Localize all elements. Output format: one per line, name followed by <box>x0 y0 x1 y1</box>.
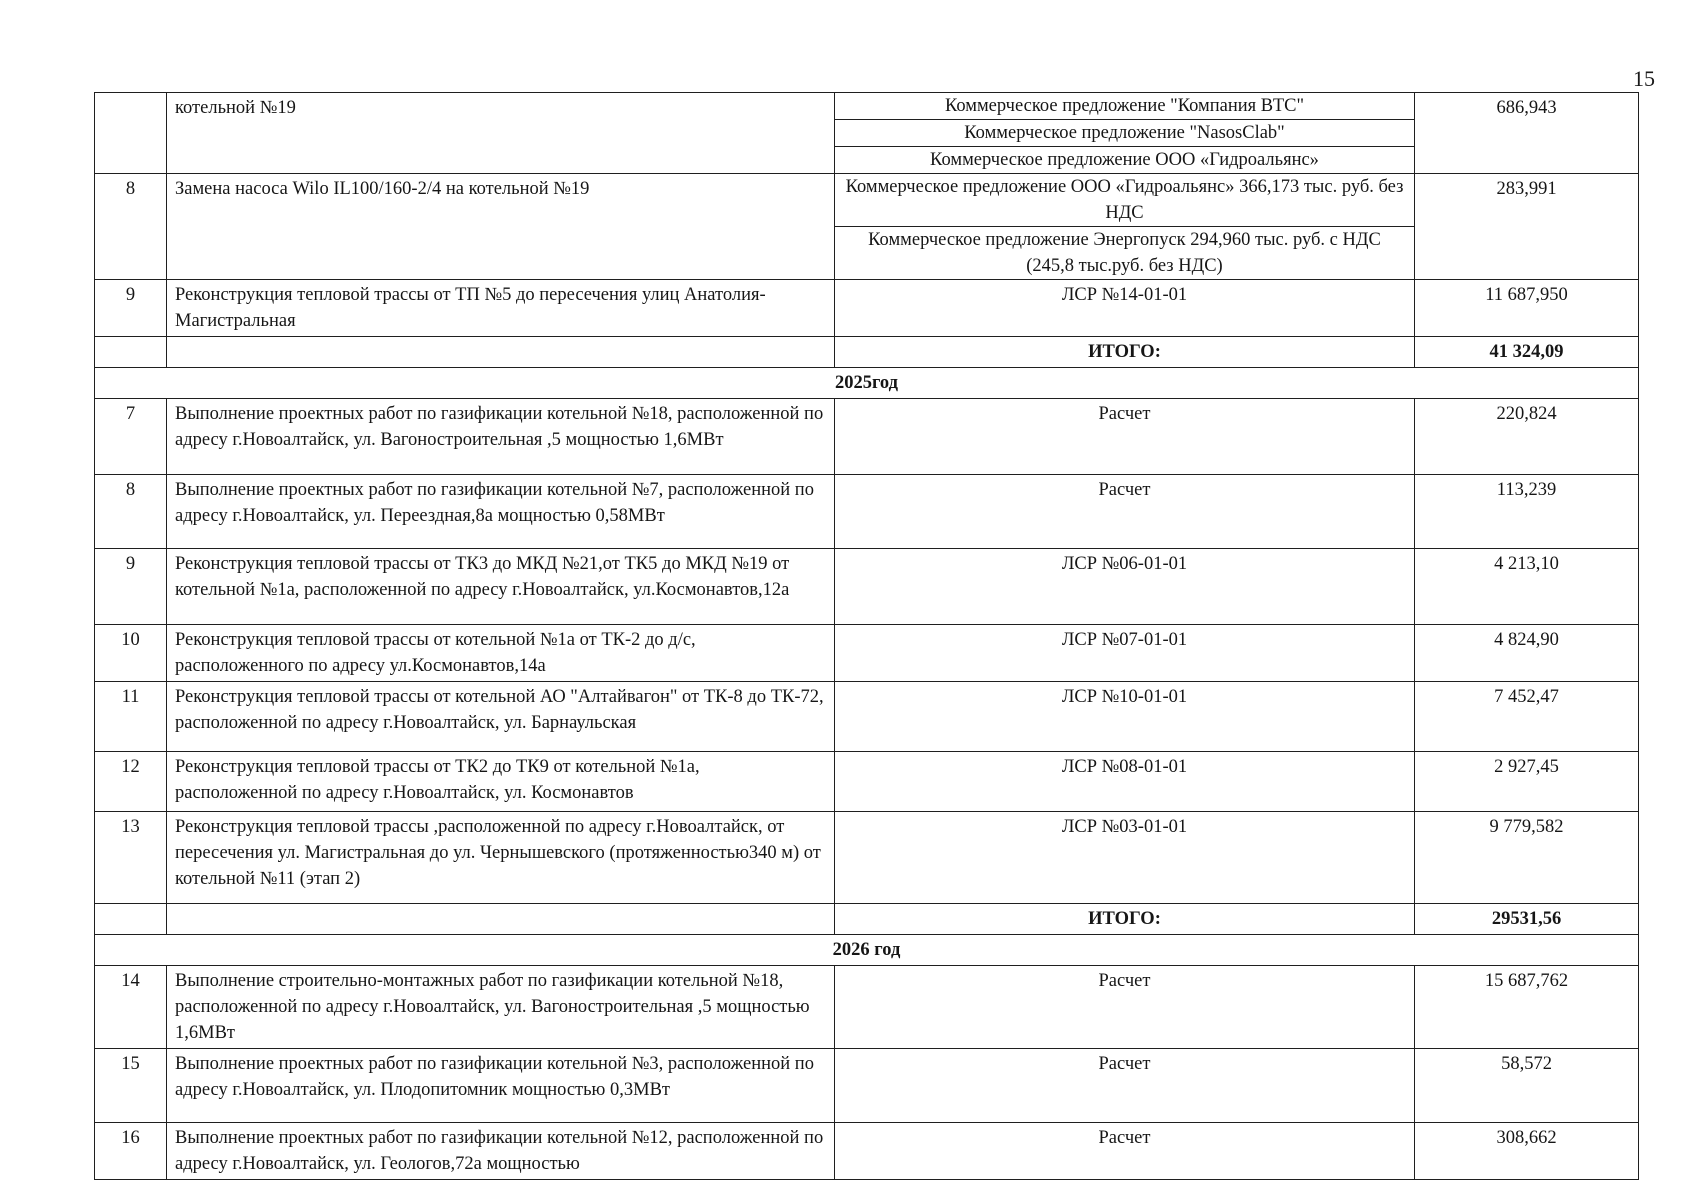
table-row <box>95 752 1639 812</box>
row-number: 8 <box>95 475 167 549</box>
table-row <box>95 966 1639 1049</box>
row-basis: ЛСР №08-01-01 <box>835 752 1415 812</box>
row-amount: 7 452,47 <box>1415 682 1639 752</box>
row-name: Реконструкция тепловой трассы от ТК3 до МКД №21,от ТК5 до МКД №19 от котельной №1а, расположенной по адресу г.Новоалтайск, ул.Космонавтов,12а <box>167 549 835 625</box>
total-value: 29531,56 <box>1415 904 1639 935</box>
basis-item: Коммерческое предложение ООО «Гидроальянс» 366,173 тыс. руб. без НДС <box>835 174 1414 227</box>
row-amount: 4 213,10 <box>1415 549 1639 625</box>
row-amount: 15 687,762 <box>1415 966 1639 1049</box>
row-number: 14 <box>95 966 167 1049</box>
row-amount: 2 927,45 <box>1415 752 1639 812</box>
total-row <box>95 337 1639 368</box>
investment-table <box>94 92 1639 1180</box>
year-heading: 2026 год <box>95 935 1639 966</box>
row-number <box>95 93 167 174</box>
row-amount: 9 779,582 <box>1415 812 1639 904</box>
total-value: 41 324,09 <box>1415 337 1639 368</box>
row-amount: 58,572 <box>1415 1049 1639 1123</box>
year-heading: 2025год <box>95 368 1639 399</box>
row-amount: 4 824,90 <box>1415 625 1639 682</box>
row-basis: ЛСР №14-01-01 <box>835 280 1415 337</box>
basis-item: Коммерческое предложение Энергопуск 294,960 тыс. руб. с НДС (245,8 тыс.руб. без НДС) <box>868 230 1381 276</box>
row-basis: Расчет <box>835 1123 1415 1180</box>
table-row <box>95 399 1639 475</box>
table-row <box>95 682 1639 752</box>
row-name: Замена насоса Wilo IL100/160-2/4 на котельной №19 <box>167 174 835 280</box>
table-row <box>95 625 1639 682</box>
row-basis: ЛСР №03-01-01 <box>835 812 1415 904</box>
row-amount: 11 687,950 <box>1415 280 1639 337</box>
row-amount: 283,991 <box>1415 174 1639 280</box>
row-name: котельной №19 <box>167 93 835 174</box>
table-row <box>95 1123 1639 1180</box>
basis-item: Коммерческое предложение "NasosClab" <box>835 120 1414 147</box>
table-row <box>95 549 1639 625</box>
row-basis: Расчет <box>835 399 1415 475</box>
row-basis <box>835 174 1415 280</box>
table-row <box>95 812 1639 904</box>
row-amount: 686,943 <box>1415 93 1639 174</box>
table-row <box>95 174 1639 280</box>
row-basis: ЛСР №06-01-01 <box>835 549 1415 625</box>
total-label: ИТОГО: <box>835 904 1415 935</box>
row-number: 9 <box>95 549 167 625</box>
row-name: Выполнение проектных работ по газификации котельной №3, расположенной по адресу г.Новоалтайск, ул. Плодопитомник мощностью 0,3МВт <box>167 1049 835 1123</box>
row-number: 11 <box>95 682 167 752</box>
row-amount: 308,662 <box>1415 1123 1639 1180</box>
table-row <box>95 1049 1639 1123</box>
row-name: Реконструкция тепловой трассы от ТК2 до ТК9 от котельной №1а, расположенной по адресу г.Новоалтайск, ул. Космонавтов <box>167 752 835 812</box>
row-name: Реконструкция тепловой трассы от котельной АО "Алтайвагон" от ТК-8 до ТК-72, расположенной по адресу г.Новоалтайск, ул. Барнаульская <box>167 682 835 752</box>
row-number: 10 <box>95 625 167 682</box>
row-name: Реконструкция тепловой трассы ,расположенной по адресу г.Новоалтайск, от пересечения ул. Магистральная до ул. Чернышевского (протяженностью340 м) от котельной №11 (этап 2) <box>167 812 835 904</box>
row-name: Выполнение проектных работ по газификации котельной №7, расположенной по адресу г.Новоалтайск, ул. Переездная,8а мощностью 0,58МВт <box>167 475 835 549</box>
row-number: 13 <box>95 812 167 904</box>
row-amount: 220,824 <box>1415 399 1639 475</box>
row-number: 16 <box>95 1123 167 1180</box>
row-number: 7 <box>95 399 167 475</box>
row-name: Выполнение проектных работ по газификации котельной №12, расположенной по адресу г.Новоалтайск, ул. Геологов,72а мощностью <box>167 1123 835 1180</box>
basis-item: Коммерческое предложение "Компания ВТС" <box>835 93 1414 120</box>
row-basis: Расчет <box>835 966 1415 1049</box>
row-basis: ЛСР №07-01-01 <box>835 625 1415 682</box>
row-basis: Расчет <box>835 475 1415 549</box>
row-amount: 113,239 <box>1415 475 1639 549</box>
year-row <box>95 935 1639 966</box>
page-number: 15 <box>1633 66 1655 91</box>
row-name: Реконструкция тепловой трассы от котельной №1а от ТК-2 до д/с, расположенного по адресу ул.Космонавтов,14а <box>167 625 835 682</box>
row-number: 9 <box>95 280 167 337</box>
table-row <box>95 93 1639 174</box>
row-number: 8 <box>95 174 167 280</box>
row-name: Выполнение строительно-монтажных работ по газификации котельной №18, расположенной по адресу г.Новоалтайск, ул. Вагоностроительная ,5 мощностью 1,6МВт <box>167 966 835 1049</box>
row-basis <box>835 93 1415 174</box>
basis-item: Коммерческое предложение ООО «Гидроальянс» <box>930 150 1319 170</box>
year-row <box>95 368 1639 399</box>
row-basis: ЛСР №10-01-01 <box>835 682 1415 752</box>
row-name: Выполнение проектных работ по газификации котельной №18, расположенной по адресу г.Новоалтайск, ул. Вагоностроительная ,5 мощностью 1,6МВт <box>167 399 835 475</box>
total-row <box>95 904 1639 935</box>
row-number: 12 <box>95 752 167 812</box>
row-basis: Расчет <box>835 1049 1415 1123</box>
row-name: Реконструкция тепловой трассы от ТП №5 до пересечения улиц Анатолия-Магистральная <box>167 280 835 337</box>
total-label: ИТОГО: <box>835 337 1415 368</box>
table-row <box>95 475 1639 549</box>
row-number: 15 <box>95 1049 167 1123</box>
table-row <box>95 280 1639 337</box>
